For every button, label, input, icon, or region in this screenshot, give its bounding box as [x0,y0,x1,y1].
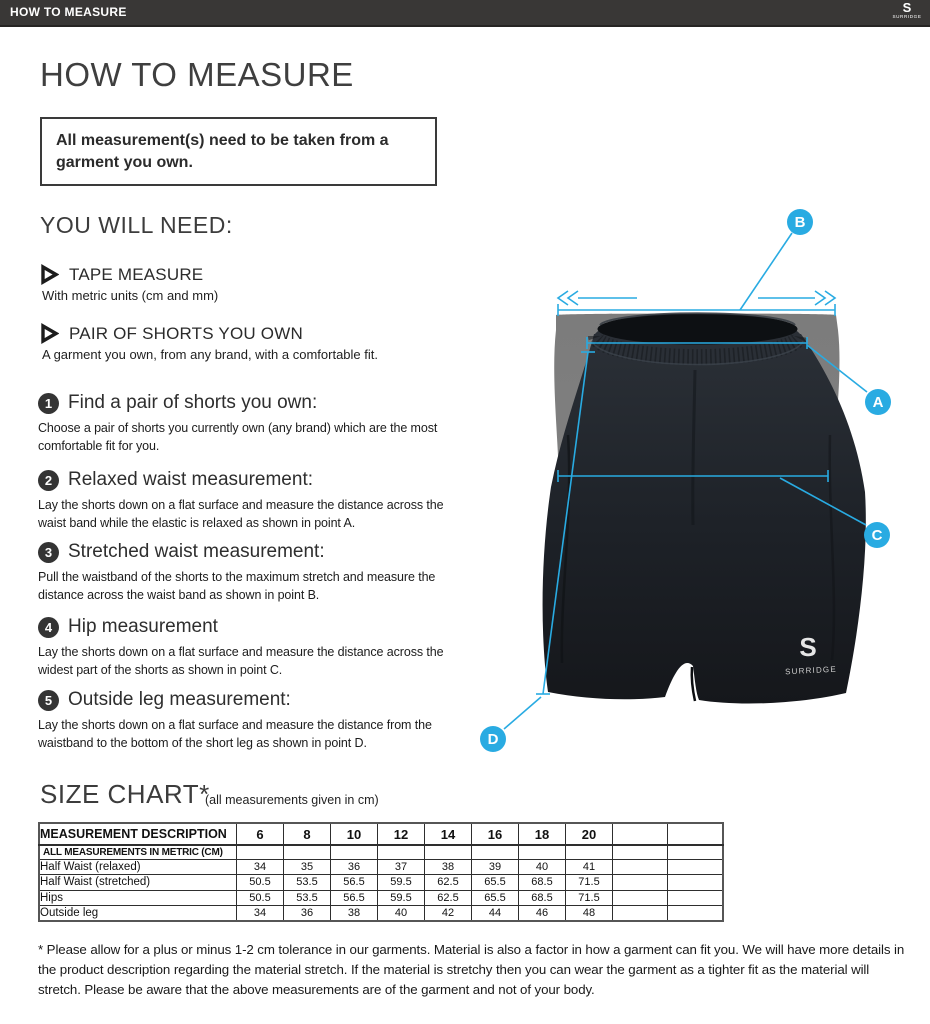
marker-d-connector [504,697,541,729]
empty-cell [284,845,331,859]
garment-surridge-s-icon: S [799,632,817,662]
step-desc: Lay the shorts down on a flat surface and measure the distance from the waistband to the bottom of the short leg as shown in point D. [38,718,432,750]
row-value-cell: 53.5 [284,875,331,891]
step-4 [38,616,458,680]
marker-c: C [864,522,890,548]
step-title: Find a pair of shorts you own: [68,392,318,413]
step-3 [38,541,458,605]
row-label-cell: Hips [39,890,237,906]
empty-cell [613,845,668,859]
empty-cell [237,845,284,859]
need-item-desc: A garment you own, from any brand, with a comfortable fit. [42,347,378,362]
shorts-measurement-diagram [470,195,930,775]
row-value-cell [668,906,724,922]
notice-box [40,117,437,186]
table-row [39,906,723,922]
empty-cell [331,845,378,859]
row-value-cell: 68.5 [519,890,566,906]
step-number-badge: 1 [38,393,59,414]
empty-cell [519,845,566,859]
row-label-cell: Half Waist (relaxed) [39,859,237,875]
size-chart-table [38,822,724,922]
table-row [39,875,723,891]
empty-cell [668,845,724,859]
empty-cell [378,845,425,859]
row-value-cell: 48 [566,906,613,922]
empty-cell [566,845,613,859]
empty-cell [425,845,472,859]
garment-logo-text: SURRIDGE [784,664,838,677]
row-value-cell: 62.5 [425,875,472,891]
row-value-cell [613,859,668,875]
step-number-badge: 4 [38,617,59,638]
row-value-cell: 36 [331,859,378,875]
table-subheader-row [39,845,723,859]
row-value-cell: 36 [284,906,331,922]
triangle-bullet-icon [40,264,59,285]
row-value-cell: 65.5 [472,875,519,891]
header-size-cell [613,823,668,845]
triangle-bullet-icon [40,323,59,344]
stretch-arrow-left-icon [558,291,637,305]
step-1 [38,392,458,456]
step-5 [38,689,458,753]
header-size-cell: 14 [425,823,472,845]
header-size-cell: 8 [284,823,331,845]
row-value-cell [613,906,668,922]
need-item-desc: With metric units (cm and mm) [42,288,219,303]
row-value-cell: 34 [237,906,284,922]
row-value-cell: 41 [566,859,613,875]
row-value-cell: 37 [378,859,425,875]
row-value-cell: 71.5 [566,875,613,891]
marker-b: B [787,209,813,235]
row-value-cell: 56.5 [331,875,378,891]
row-value-cell: 68.5 [519,875,566,891]
header-size-cell: 6 [237,823,284,845]
footnote-text: * Please allow for a plus or minus 1-2 cm tolerance in our garments. Material is also a factor in how a garment can fit you. We will have more details in the product description regarding the material stretch. If the material is stretchy then you can wear the garment as a tighter fit as the material will stretch. Please be aware that the above measurements are of the garment and not of your body. [38,942,905,997]
row-value-cell: 40 [378,906,425,922]
step-number-badge: 5 [38,690,59,711]
row-value-cell [668,875,724,891]
marker-a: A [865,389,891,415]
need-item-title: TAPE MEASURE [69,264,204,284]
table-row [39,859,723,875]
step-title: Hip measurement [68,616,218,637]
row-value-cell [613,890,668,906]
you-will-need-heading: YOU WILL NEED: [40,212,233,238]
notice-text: All measurement(s) need to be taken from a garment you own. [56,132,389,171]
row-value-cell: 59.5 [378,890,425,906]
marker-d: D [480,726,506,752]
header-size-cell: 16 [472,823,519,845]
empty-cell [472,845,519,859]
row-value-cell: 38 [331,906,378,922]
step-desc: Choose a pair of shorts you currently own (any brand) which are the most comfortable fit for you. [38,421,438,453]
shorts-illustration [470,195,930,775]
header-size-cell: 12 [378,823,425,845]
row-value-cell: 44 [472,906,519,922]
row-label-cell: Outside leg [39,906,237,922]
top-bar-title: HOW TO MEASURE [10,5,127,19]
brand-name: SURRIDGE [892,14,922,19]
row-value-cell: 53.5 [284,890,331,906]
need-item-title: PAIR OF SHORTS YOU OWN [69,323,303,343]
size-chart-heading: SIZE CHART* [40,779,210,809]
need-item-tape-measure [40,264,460,303]
step-desc: Lay the shorts down on a flat surface and measure the distance across the widest part of the shorts as shown in point C. [38,645,444,677]
step-number-badge: 2 [38,470,59,491]
row-value-cell: 38 [425,859,472,875]
row-value-cell: 65.5 [472,890,519,906]
row-value-cell: 35 [284,859,331,875]
row-value-cell [613,875,668,891]
table-header-row [39,823,723,845]
row-value-cell: 39 [472,859,519,875]
table-row [39,890,723,906]
size-chart-note: (all measurements given in cm) [205,793,379,807]
step-title: Outside leg measurement: [68,689,291,710]
step-desc: Pull the waistband of the shorts to the maximum stretch and measure the distance across the waist band as shown in point B. [38,570,436,602]
row-value-cell: 71.5 [566,890,613,906]
page-title: HOW TO MEASURE [40,56,354,93]
row-value-cell: 40 [519,859,566,875]
step-2 [38,469,458,533]
row-value-cell [668,859,724,875]
subheader-cell: ALL MEASUREMENTS IN METRIC (CM) [39,845,237,859]
header-size-cell: 10 [331,823,378,845]
row-value-cell: 46 [519,906,566,922]
row-value-cell: 50.5 [237,890,284,906]
surridge-s-icon: S [902,0,912,15]
row-value-cell: 59.5 [378,875,425,891]
row-value-cell: 42 [425,906,472,922]
step-title: Relaxed waist measurement: [68,469,313,490]
row-value-cell: 56.5 [331,890,378,906]
step-title: Stretched waist measurement: [68,541,325,562]
row-value-cell: 62.5 [425,890,472,906]
row-value-cell [668,890,724,906]
step-number-badge: 3 [38,542,59,563]
header-measurement-description: MEASUREMENT DESCRIPTION [39,823,237,845]
top-bar [0,0,930,27]
stretch-arrow-right-icon [758,291,835,305]
header-size-cell: 18 [519,823,566,845]
step-desc: Lay the shorts down on a flat surface and measure the distance across the waist band while the elastic is relaxed as shown in point A. [38,498,444,530]
header-size-cell: 20 [566,823,613,845]
header-size-cell [668,823,724,845]
row-value-cell: 34 [237,859,284,875]
row-value-cell: 50.5 [237,875,284,891]
brand-logo [889,1,925,20]
need-item-shorts [40,323,460,362]
row-label-cell: Half Waist (stretched) [39,875,237,891]
